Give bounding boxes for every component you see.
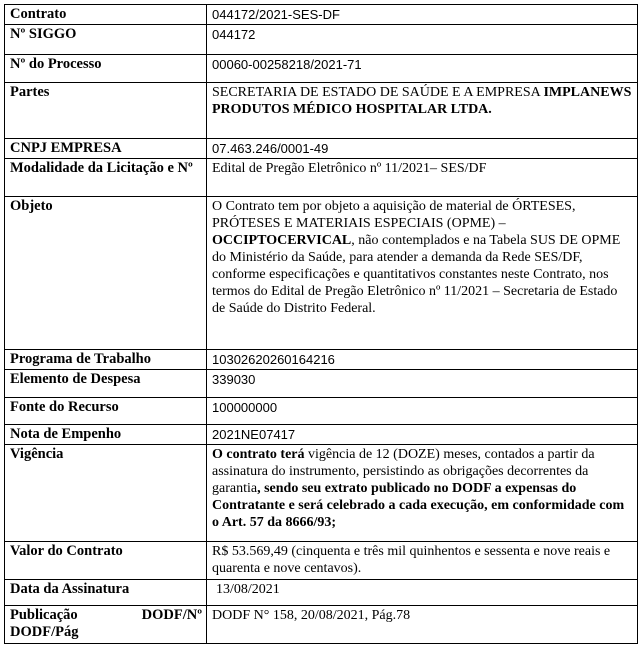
partes-text: SECRETARIA DE ESTADO DE SAÚDE E A EMPRESA (212, 85, 544, 100)
table-row (5, 606, 638, 644)
row-label-elemento: Elemento de Despesa (5, 370, 207, 398)
row-value-fonte: 100000000 (207, 398, 638, 425)
publicacao-label-right: DODF/Nº (141, 607, 202, 623)
table-row (5, 197, 638, 350)
row-value-assinatura (207, 580, 638, 606)
table-row (5, 580, 638, 606)
row-label-modalidade: Modalidade da Licitação e Nº (5, 159, 207, 197)
table-row (5, 542, 638, 580)
row-label-assinatura: Data da Assinatura (5, 580, 207, 606)
row-value-contrato: 044172/2021-SES-DF (207, 5, 638, 25)
row-value-modalidade: Edital de Pregão Eletrônico nº 11/2021– SES/DF (207, 159, 638, 197)
row-label-partes: Partes (5, 83, 207, 139)
row-value-programa: 10302620260164216 (207, 350, 638, 370)
row-value-processo: 00060-00258218/2021-71 (207, 55, 638, 83)
row-label-contrato: Contrato (5, 5, 207, 25)
row-value-cnpj: 07.463.246/0001-49 (207, 139, 638, 159)
row-label-siggo: Nº SIGGO (5, 25, 207, 55)
row-value-publicacao: DODF N° 158, 20/08/2021, Pág.78 (207, 606, 638, 644)
row-value-partes (207, 83, 638, 139)
row-value-siggo: 044172 (207, 25, 638, 55)
objeto-text-2: , não contemplados e na Tabela SUS DE OPME do Ministério da Saúde, para atender a demanda da Rede SES/DF, conforme especificações e quantitativos constantes neste Contrato, nos termos do Edital de Pregão Eletrônico nº 11/2021 – Secretaria de Estado de Saúde do Distrito Federal. (212, 233, 621, 316)
publicacao-label-line1 (10, 607, 202, 624)
table-row (5, 25, 638, 55)
vigencia-bold-2: , sendo seu extrato publicado no DODF a expensas do Contratante e será celebrado a cada execução, em conformidade com o Art. 57 da 8666/93; (212, 481, 625, 530)
row-value-valor: R$ 53.569,49 (cinquenta e três mil quinhentos e sessenta e nove reais e quarenta e nove centavos). (207, 542, 638, 580)
row-label-objeto: Objeto (5, 197, 207, 350)
row-label-empenho: Nota de Empenho (5, 425, 207, 445)
row-label-cnpj: CNPJ EMPRESA (5, 139, 207, 159)
row-label-fonte: Fonte do Recurso (5, 398, 207, 425)
row-value-vigencia (207, 445, 638, 542)
row-label-processo: Nº do Processo (5, 55, 207, 83)
table-row (5, 370, 638, 398)
row-value-elemento: 339030 (207, 370, 638, 398)
table-row (5, 445, 638, 542)
table-row (5, 398, 638, 425)
partes-company: IMPLANEWS PRODUTOS MÉDICO HOSPITALAR LTDA. (212, 85, 632, 117)
contract-summary-table (4, 4, 638, 644)
table-row (5, 55, 638, 83)
vigencia-bold-1: O contrato terá (212, 447, 305, 462)
vigencia-text: vigência de 12 (DOZE) meses, contados a partir da assinatura do instrumento, persistindo as obrigações decorrentes da garantia (212, 447, 595, 496)
table-row (5, 5, 638, 25)
table-row (5, 350, 638, 370)
table-row (5, 83, 638, 139)
row-label-publicacao (5, 606, 207, 644)
table-row (5, 425, 638, 445)
assinatura-date: 13/08/2021 (216, 582, 280, 597)
table-row (5, 139, 638, 159)
objeto-text-1: O Contrato tem por objeto a aquisição de material de ÓRTESES, PRÓTESES E MATERIAIS ESPECIAIS (OPME) – (212, 199, 576, 231)
row-label-programa: Programa de Trabalho (5, 350, 207, 370)
row-value-objeto (207, 197, 638, 350)
objeto-text-bold: OCCIPTOCERVICAL (212, 233, 352, 248)
publicacao-label-left: Publicação (10, 607, 78, 623)
row-label-vigencia: Vigência (5, 445, 207, 542)
row-value-empenho: 2021NE07417 (207, 425, 638, 445)
row-label-valor: Valor do Contrato (5, 542, 207, 580)
publicacao-label-line2: DODF/Pág (10, 624, 79, 640)
table-row (5, 159, 638, 197)
